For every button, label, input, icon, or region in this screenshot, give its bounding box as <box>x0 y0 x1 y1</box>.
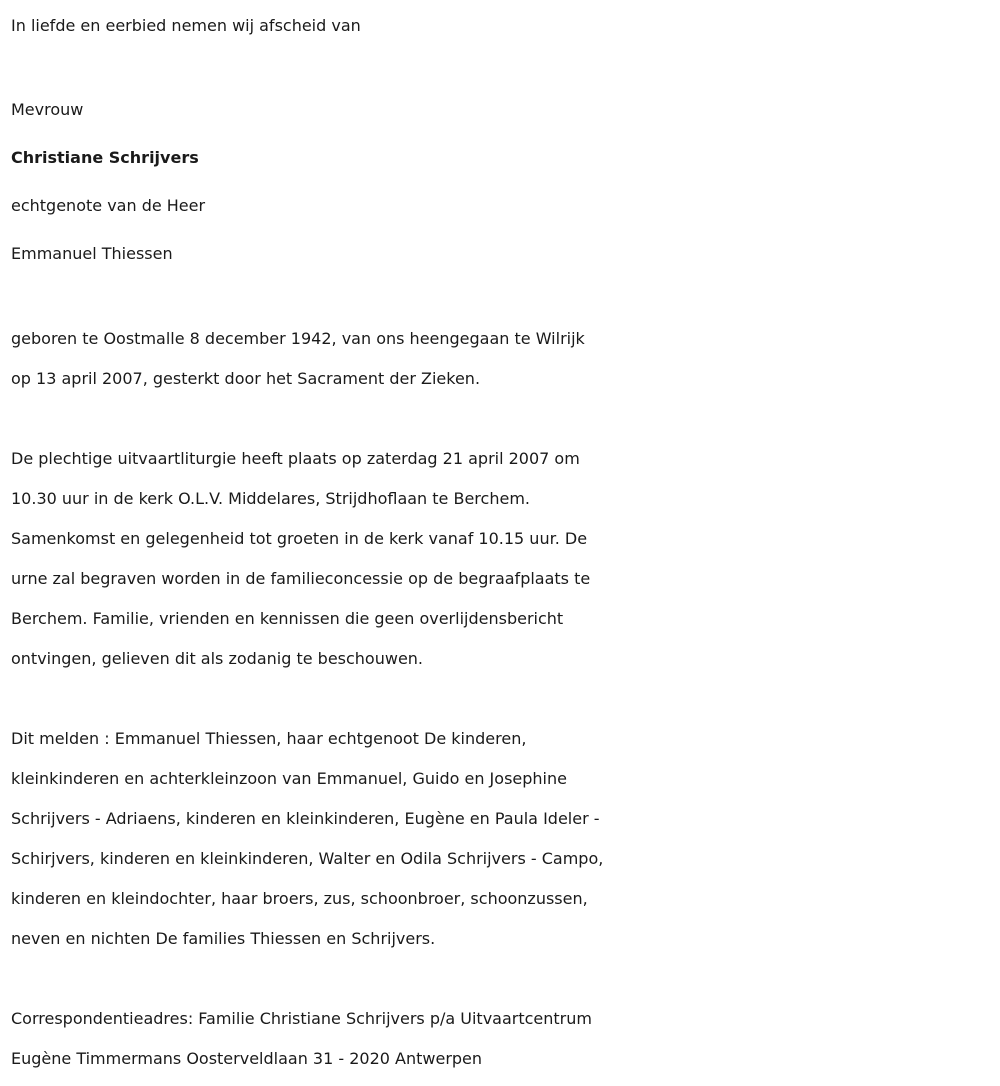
paragraph-line: kleinkinderen en achterkleinzoon van Emmanuel, Guido en Josephine <box>11 769 567 788</box>
deceased-name: Christiane Schrijvers <box>11 148 199 167</box>
obituary-document <box>11 6 995 1079</box>
birth-paragraph <box>11 319 995 399</box>
paragraph-line: Dit melden : Emmanuel Thiessen, haar echtgenoot De kinderen, <box>11 729 527 748</box>
spacer <box>11 278 995 319</box>
paragraph-line: ontvingen, gelieven dit als zodanig te beschouwen. <box>11 649 424 668</box>
paragraph-line: geboren te Oostmalle 8 december 1942, van ons heengegaan te Wilrijk <box>11 329 585 348</box>
spouse-name: Emmanuel Thiessen <box>11 244 173 263</box>
paragraph-line: Correspondentieadres: Familie Christiane Schrijvers p/a Uitvaartcentrum <box>11 1009 592 1028</box>
paragraph-line: Berchem. Familie, vrienden en kennissen die geen overlijdensbericht <box>11 609 564 628</box>
paragraph-line: kinderen en kleindochter, haar broers, zus, schoonbroer, schoonzussen, <box>11 889 588 908</box>
paragraph-line: Schirjvers, kinderen en kleinkinderen, Walter en Odila Schrijvers - Campo, <box>11 849 604 868</box>
paragraph-line: De plechtige uitvaartliturgie heeft plaats op zaterdag 21 april 2007 om <box>11 449 580 468</box>
family-paragraph <box>11 719 995 959</box>
paragraph-line: neven en nichten De families Thiessen en Schrijvers. <box>11 929 436 948</box>
spouse-label: echtgenote van de Heer <box>11 196 206 215</box>
paragraph-line: op 13 april 2007, gesterkt door het Sacrament der Zieken. <box>11 369 481 388</box>
address-paragraph <box>11 999 995 1079</box>
spacer <box>11 679 995 719</box>
spacer <box>11 46 995 86</box>
spacer <box>11 399 995 439</box>
title-line: Mevrouw <box>11 100 84 119</box>
paragraph-line: Schrijvers - Adriaens, kinderen en kleinkinderen, Eugène en Paula Ideler - <box>11 809 600 828</box>
paragraph-line: Samenkomst en gelegenheid tot groeten in de kerk vanaf 10.15 uur. De <box>11 529 588 548</box>
funeral-paragraph <box>11 439 995 679</box>
paragraph-line: Eugène Timmermans Oosterveldlaan 31 - 2020 Antwerpen <box>11 1049 483 1068</box>
spacer <box>11 959 995 999</box>
paragraph-line: 10.30 uur in de kerk O.L.V. Middelares, Strijdhoflaan te Berchem. <box>11 489 530 508</box>
paragraph-line: urne zal begraven worden in de familieconcessie op de begraafplaats te <box>11 569 591 588</box>
intro-line: In liefde en eerbied nemen wij afscheid van <box>11 16 361 35</box>
